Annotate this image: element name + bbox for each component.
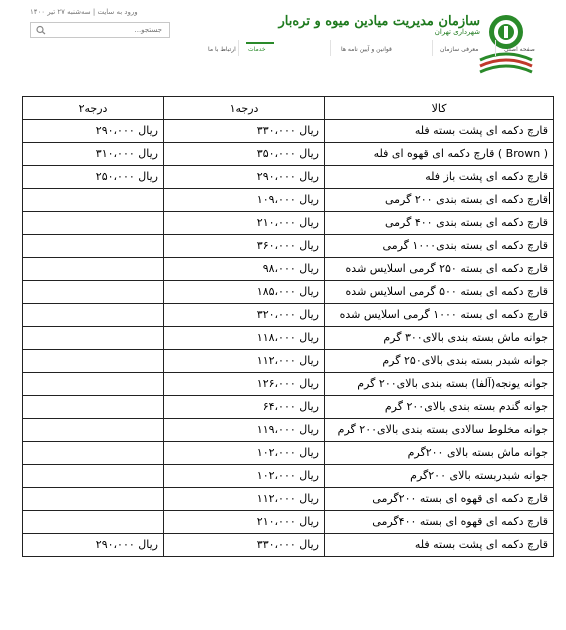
table-row [23, 419, 554, 442]
cell-grade1: ریال ۱۲۶،۰۰۰ [164, 373, 325, 396]
cell-grade2 [23, 327, 164, 350]
table-row [23, 465, 554, 488]
table-row [23, 235, 554, 258]
table-row [23, 120, 554, 143]
cell-item: جوانه گندم بسته بندی بالای۲۰۰ گرم [325, 396, 554, 419]
cell-item: قارچ دکمه ای بسته ۱۰۰۰ گرمی اسلایس شده [325, 304, 554, 327]
table-row [23, 511, 554, 534]
date-login-line[interactable]: ورود به سایت | سه‌شنبه ۲۷ تیر ۱۴۰۰ [30, 8, 138, 16]
search-box[interactable] [30, 22, 170, 38]
cell-grade1: ریال ۳۶۰،۰۰۰ [164, 235, 325, 258]
cell-item: قارچ دکمه ای بسته ۵۰۰ گرمی اسلایس شده [325, 281, 554, 304]
main-nav [208, 42, 544, 62]
cell-item: قارچ دکمه ای بسته بندی۱۰۰۰ گرمی [325, 235, 554, 258]
header-grade2: درجه۲ [23, 97, 164, 120]
table-row [23, 327, 554, 350]
header-grade1: درجه۱ [164, 97, 325, 120]
cell-item: قارچ دکمه ای قهوه ای بسته ۴۰۰گرمی [325, 511, 554, 534]
org-subtitle: شهرداری تهران [434, 28, 480, 36]
cell-grade2 [23, 258, 164, 281]
price-table [22, 96, 554, 557]
cell-item: جوانه شبدر بسته بندی بالای۲۵۰ گرم [325, 350, 554, 373]
cell-grade1: ریال ۱۰۹،۰۰۰ [164, 189, 325, 212]
text-cursor [549, 192, 550, 204]
cell-grade1: ریال ۱۱۸،۰۰۰ [164, 327, 325, 350]
cell-grade1: ریال ۳۲۰،۰۰۰ [164, 304, 325, 327]
cell-item: قارچ دکمه ای بسته بندی ۲۰۰ گرمی [325, 189, 554, 212]
nav-regulations[interactable]: قوانین و آیین نامه ها [341, 46, 392, 53]
nav-active-indicator [246, 42, 274, 44]
cell-item: جوانه ماش بسته بالای ۲۰۰گرم [325, 442, 554, 465]
cell-grade2 [23, 350, 164, 373]
cell-item: قارچ دکمه ای بسته ۲۵۰ گرمی اسلایس شده [325, 258, 554, 281]
cell-grade1: ریال ۱۱۹،۰۰۰ [164, 419, 325, 442]
search-input[interactable] [53, 23, 165, 37]
cell-grade1: ریال ۱۸۵،۰۰۰ [164, 281, 325, 304]
table-row [23, 258, 554, 281]
table-body [23, 120, 554, 557]
table-row [23, 189, 554, 212]
table-header-row [23, 97, 554, 120]
nav-home[interactable]: صفحه اصلی [504, 46, 535, 53]
cell-grade2 [23, 419, 164, 442]
cell-grade1: ریال ۱۱۲،۰۰۰ [164, 488, 325, 511]
table-row [23, 304, 554, 327]
cell-item: قارچ دکمه ای پشت باز فله [325, 166, 554, 189]
nav-contact[interactable]: ارتباط با ما [208, 46, 236, 53]
nav-about[interactable]: معرفی سازمان [440, 46, 479, 53]
header-item: کالا [325, 97, 554, 120]
cell-item: قارچ دکمه ای بسته بندی ۴۰۰ گرمی [325, 212, 554, 235]
cell-grade2 [23, 511, 164, 534]
cell-item: قارچ دکمه ای قهوه ای بسته ۲۰۰گرمی [325, 488, 554, 511]
cell-grade1: ریال ۲۱۰،۰۰۰ [164, 212, 325, 235]
cell-grade1: ریال ۱۰۲،۰۰۰ [164, 442, 325, 465]
site-header [0, 0, 566, 92]
cell-grade1: ریال ۹۸،۰۰۰ [164, 258, 325, 281]
table-row [23, 488, 554, 511]
cell-item: جوانه یونجه(آلفا) بسته بندی بالای۲۰۰ گرم [325, 373, 554, 396]
cell-grade2 [23, 212, 164, 235]
cell-item: جوانه شبدربسته بالای ۲۰۰گرم [325, 465, 554, 488]
table-row [23, 534, 554, 557]
org-title-block[interactable] [278, 14, 480, 36]
cell-grade2 [23, 189, 164, 212]
cell-grade2 [23, 442, 164, 465]
nav-divider [432, 40, 433, 56]
org-name: سازمان مدیریت میادین میوه و تره‌بار [278, 14, 480, 29]
table-row [23, 442, 554, 465]
cell-item: جوانه ماش بسته بندی بالای۳۰۰ گرم [325, 327, 554, 350]
cell-grade2 [23, 281, 164, 304]
table-row [23, 166, 554, 189]
cell-grade2 [23, 465, 164, 488]
cell-grade2: ریال ۲۹۰،۰۰۰ [23, 120, 164, 143]
cell-grade1: ریال ۳۳۰،۰۰۰ [164, 120, 325, 143]
cell-grade1: ریال ۳۵۰،۰۰۰ [164, 143, 325, 166]
cell-grade1: ریال ۱۱۲،۰۰۰ [164, 350, 325, 373]
cell-grade2: ریال ۲۵۰،۰۰۰ [23, 166, 164, 189]
table-row [23, 396, 554, 419]
cell-grade2 [23, 235, 164, 258]
nav-divider [330, 40, 331, 56]
table-row [23, 350, 554, 373]
cell-grade1: ریال ۳۳۰،۰۰۰ [164, 534, 325, 557]
nav-divider [495, 40, 496, 56]
nav-services[interactable]: خدمات [248, 46, 266, 53]
cell-grade2 [23, 488, 164, 511]
cell-item: ( Brown ) قارچ دکمه ای قهوه ای فله [325, 143, 554, 166]
cell-grade1: ریال ۲۱۰،۰۰۰ [164, 511, 325, 534]
cell-grade2: ریال ۳۱۰،۰۰۰ [23, 143, 164, 166]
cell-grade2 [23, 373, 164, 396]
search-icon[interactable] [34, 25, 48, 35]
table-row [23, 281, 554, 304]
table-row [23, 373, 554, 396]
cell-grade1: ریال ۶۴،۰۰۰ [164, 396, 325, 419]
cell-grade2 [23, 396, 164, 419]
cell-grade2: ریال ۲۹۰،۰۰۰ [23, 534, 164, 557]
cell-grade2 [23, 304, 164, 327]
table-row [23, 143, 554, 166]
cell-item: قارچ دکمه ای پشت بسته فله [325, 534, 554, 557]
cell-grade1: ریال ۱۰۲،۰۰۰ [164, 465, 325, 488]
table-row [23, 212, 554, 235]
cell-item: جوانه مخلوط سالادی بسته بندی بالای۲۰۰ گرم [325, 419, 554, 442]
cell-item: قارچ دکمه ای پشت بسته فله [325, 120, 554, 143]
nav-divider [238, 40, 239, 56]
cell-grade1: ریال ۲۹۰،۰۰۰ [164, 166, 325, 189]
